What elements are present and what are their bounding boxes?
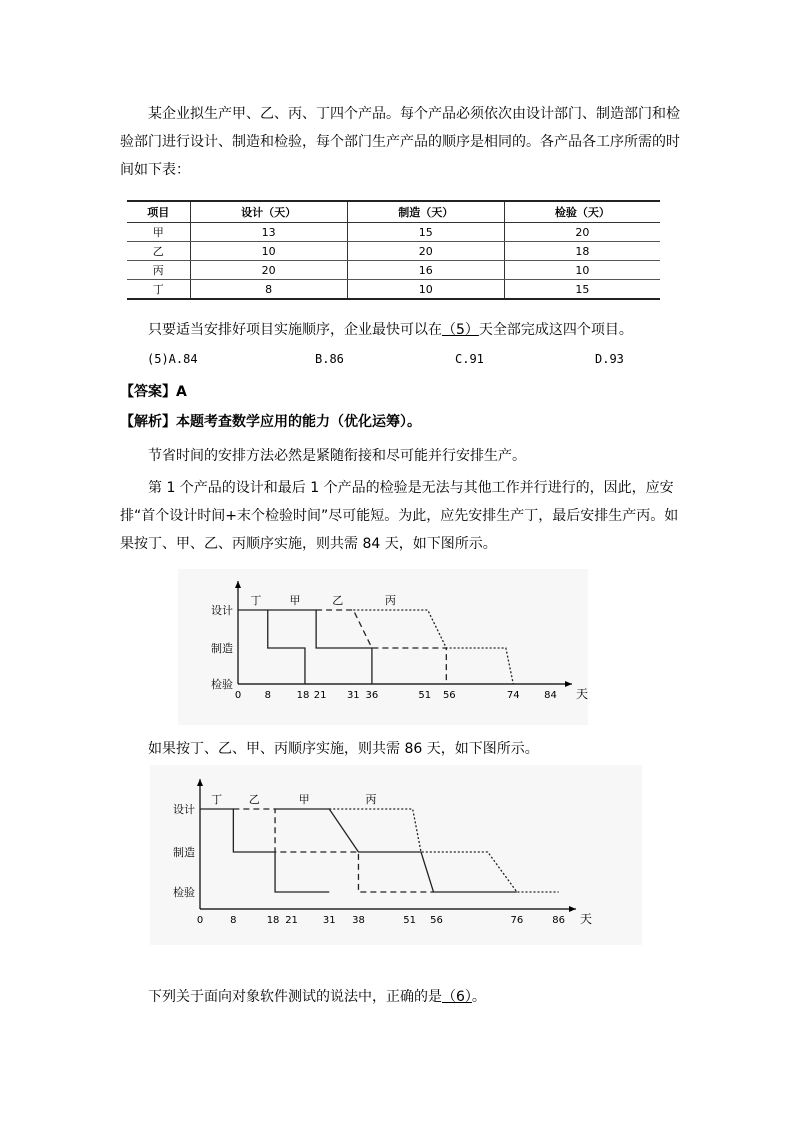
x-tick-label: 36: [365, 690, 379, 701]
product-label: 丁: [211, 793, 223, 806]
product-label: 甲: [298, 793, 310, 806]
x-tick-label: 51: [403, 915, 417, 926]
x-tick-label: 0: [196, 915, 204, 926]
x-tick-label: 76: [510, 915, 524, 926]
x-tick-label: 74: [506, 690, 520, 701]
table-cell: 20: [347, 242, 504, 261]
x-tick-label: 56: [430, 915, 443, 926]
intro-paragraph: 某企业拟生产甲、乙、丙、丁四个产品。每个产品必须依次由设计部门、制造部门和检验部门进行设计、制造和检验，每个部门生产产品的顺序是相同的。各产品各工序所需的时间如下表：: [120, 106, 680, 178]
table-cell: 8: [190, 280, 347, 300]
table-cell: 乙: [127, 242, 190, 261]
table-cell: 18: [504, 242, 660, 261]
y-axis-arrow: [197, 779, 203, 786]
table-cell: 甲: [127, 223, 190, 242]
series-line: [275, 809, 517, 892]
series-line: [233, 809, 433, 892]
x-axis-unit: 天: [576, 687, 588, 701]
series-line: [316, 610, 513, 684]
x-tick-label: 21: [313, 690, 327, 701]
table-header: 设计（天）: [190, 201, 347, 223]
y-axis-arrow: [235, 581, 241, 588]
x-tick-label: 86: [552, 915, 565, 926]
row-label: 制造: [173, 846, 195, 859]
x-tick-label: 51: [418, 690, 432, 701]
question-5: [120, 316, 680, 344]
next-question-end: 。: [471, 989, 486, 1005]
gantt-chart-1-svg: [178, 569, 588, 725]
product-label: 丁: [250, 594, 262, 607]
table-cell: 10: [347, 280, 504, 300]
paragraph-3: 如果按丁、乙、甲、丙顺序实施，则共需 86 天，如下图所示。: [148, 741, 539, 757]
table-row: [127, 242, 660, 261]
table-cell: 丁: [127, 280, 190, 300]
x-axis-arrow: [569, 906, 576, 912]
series-line: [238, 610, 353, 684]
x-tick-label: 31: [346, 690, 360, 701]
choice-d: D.93: [595, 352, 624, 366]
table-cell: 16: [347, 261, 504, 280]
table-row: [127, 261, 660, 280]
product-label: 甲: [289, 594, 301, 607]
x-tick-label: 18: [296, 690, 310, 701]
row-label: 检验: [173, 886, 195, 899]
table-row: [127, 223, 660, 242]
x-tick-label: 56: [442, 690, 456, 701]
choice-c: C.91: [455, 352, 484, 366]
product-label: 乙: [248, 793, 260, 806]
series-line: [329, 809, 558, 892]
row-label: 检验: [211, 678, 233, 691]
table-header-row: [127, 201, 660, 223]
gantt-chart-2-svg: [150, 765, 642, 945]
table-cell: 丙: [127, 261, 190, 280]
table-header: 制造（天）: [347, 201, 504, 223]
row-label: 设计: [173, 803, 195, 816]
x-axis-unit: 天: [580, 912, 593, 926]
table-cell: 13: [190, 223, 347, 242]
analysis-value: 本题考查数学应用的能力（优化运筹）。: [176, 414, 421, 430]
table-cell: 20: [504, 223, 660, 242]
analysis-line: [120, 408, 680, 436]
x-tick-label: 0: [234, 690, 242, 701]
question-blank: （5）: [442, 322, 479, 338]
row-label: 设计: [211, 604, 233, 617]
answer-value: A: [176, 384, 187, 400]
choice-b: B.86: [315, 352, 344, 366]
question-text: 只要适当安排好项目实施顺序，企业最快可以在: [148, 322, 442, 338]
table-cell: 15: [347, 223, 504, 242]
series-line: [268, 610, 447, 684]
series-line: [353, 610, 550, 684]
x-tick-label: 8: [264, 690, 271, 701]
table-header: 检验（天）: [504, 201, 660, 223]
choice-a: (5)A.84: [147, 352, 198, 366]
x-tick-label: 21: [285, 915, 298, 926]
paragraph-2: 第 1 个产品的设计和最后 1 个产品的检验是无法与其他工作并行进行的，因此，应安排“首个设计时间+末个检验时间”尽可能短。为此，应先安排生产丁，最后安排生产丙。如果按丁、甲、乙、丙顺序实施，则共需 84 天，如下图所示。: [120, 480, 679, 552]
x-tick-label: 8: [230, 915, 237, 926]
table-header: 项目: [127, 201, 190, 223]
answer-label: 【答案】: [120, 384, 176, 400]
next-question-blank: （6）: [442, 989, 472, 1005]
x-tick-label: 31: [322, 915, 336, 926]
table-cell: 15: [504, 280, 660, 300]
table-cell: 10: [190, 242, 347, 261]
answer-line: [120, 378, 680, 406]
paragraph-1: 节省时间的安排方法必然是紧随衔接和尽可能并行安排生产。: [148, 448, 526, 464]
analysis-label: 【解析】: [120, 414, 176, 430]
question-text-end: 天全部完成这四个项目。: [478, 322, 633, 338]
row-label: 制造: [211, 642, 233, 655]
table-row: [127, 280, 660, 300]
table-cell: 20: [190, 261, 347, 280]
table-cell: 10: [504, 261, 660, 280]
gantt-chart-1: [178, 569, 588, 725]
gantt-chart-2: [150, 765, 642, 945]
product-label: 丙: [365, 793, 377, 806]
series-line: [200, 809, 329, 892]
time-table: [127, 200, 660, 300]
next-question-text: 下列关于面向对象软件测试的说法中，正确的是: [148, 989, 442, 1005]
x-tick-label: 38: [352, 915, 365, 926]
next-question: [120, 983, 680, 1011]
x-tick-label: 18: [266, 915, 280, 926]
x-axis-arrow: [565, 681, 572, 687]
product-label: 乙: [332, 594, 344, 607]
x-tick-label: 84: [544, 690, 557, 701]
product-label: 丙: [385, 594, 397, 607]
